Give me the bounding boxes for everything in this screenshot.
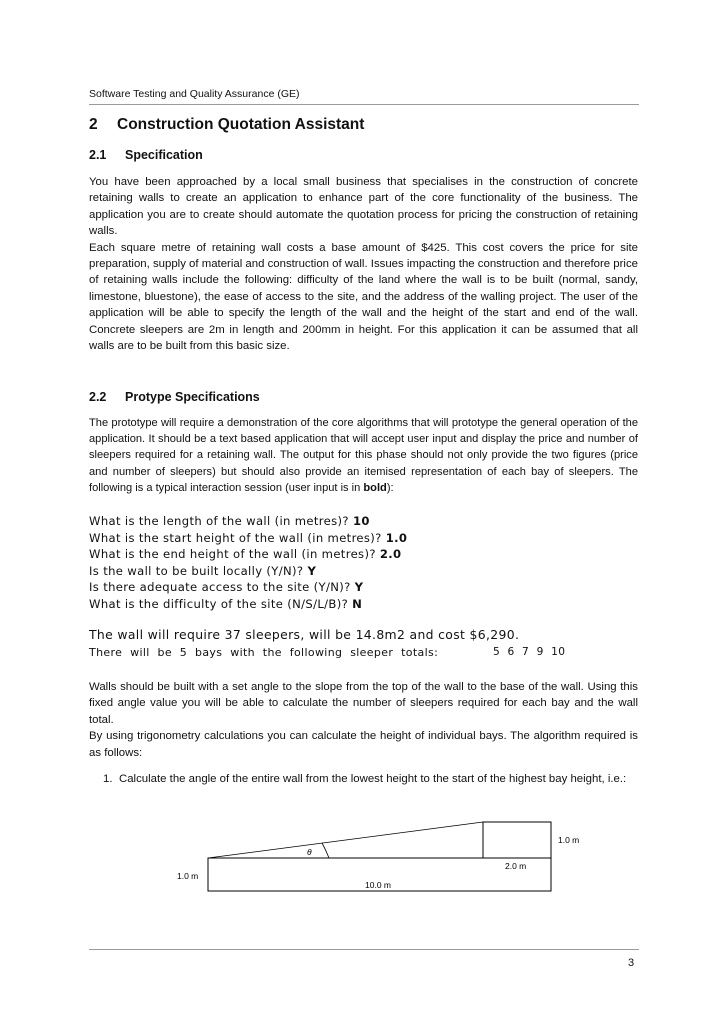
list-item-text: Calculate the angle of the entire wall from the lowest height to the start of the highest bay height, i.e.: — [119, 773, 627, 785]
subsection-title: Protype Specifications — [125, 390, 260, 404]
interaction-line: Is there adequate access to the site (Y/N)? Y — [89, 580, 364, 595]
interaction-line: What is the length of the wall (in metres)? 10 — [89, 514, 370, 528]
left-height-label: 1.0 m — [177, 871, 199, 881]
result-line-1: The wall will require 37 sleepers, will be 14.8m2 and cost $6,290. — [89, 627, 520, 642]
length-label: 10.0 m — [365, 880, 391, 890]
section-title: Construction Quotation Assistant — [117, 116, 365, 133]
right-height-label: 1.0 m — [558, 835, 580, 845]
subsection-number: 2.1 — [89, 148, 107, 162]
paragraph: The prototype will require a demonstration of the core algorithms that will prototype the general operation of the application. It should be a text based application that will accept user input and display the price and number of sleepers required for a retaining wall. The output for this phase should not only provide the two figures (price and number of sleepers) but should also provide an itemised representation of each bay of sleepers. The following is a typical interaction session (user input is in bold): — [89, 417, 638, 494]
bay-width-label: 2.0 m — [505, 861, 527, 871]
highest-bay-rect — [483, 822, 551, 858]
paragraph: By using trigonometry calculations you can calculate the height of individual bays. The algorithm required is as follows: — [89, 730, 638, 759]
theta-arc — [322, 843, 329, 858]
running-header: Software Testing and Quality Assurance (GE) — [89, 88, 639, 105]
sleeper-totals: 5 6 7 9 10 — [493, 646, 566, 658]
paragraph: Walls should be built with a set angle to the slope from the top of the wall to the base of the wall. Using this fixed angle value you will be able to calculate the number of sleepers required for each bay and the wall total. — [89, 681, 638, 726]
paragraph: You have been approached by a local small business that specialises in the construction of concrete retaining walls to create an application to enhance part of the core functionality of the business. The application you are to create should automate the quotation process for pricing the construction of retaining walls. — [89, 176, 638, 238]
result-line-2: There will be 5 bays with the following sleeper totals: 5 6 7 9 10 — [89, 646, 566, 659]
paragraph: Each square metre of retaining wall costs a base amount of $425. This cost covers the price for site preparation, supply of material and construction of wall. Issues impacting the construction and therefore price of retaining walls include the following: difficulty of the land where the wall is to be built (normal, sandy, limestone, bluestone), the ease of access to the site, and the address of the walling project. The user of the application will be able to specify the length of the wall and the height of the start and end of the wall. Concrete sleepers are 2m in length and 200mm in height. For this application it can be assumed that all walls are to be built from this basic size. — [89, 241, 638, 353]
page-number: 3 — [628, 957, 635, 969]
subsection-number: 2.2 — [89, 390, 107, 404]
footer-rule — [89, 949, 639, 950]
slope-line — [208, 822, 483, 858]
theta-label: θ — [307, 847, 312, 857]
list-marker: 1. — [103, 773, 113, 785]
interaction-line: What is the end height of the wall (in metres)? 2.0 — [89, 547, 402, 562]
bold-word: bold — [363, 481, 387, 494]
interaction-line: What is the difficulty of the site (N/S/L/B)? N — [89, 596, 363, 611]
interaction-line: Is the wall to be built locally (Y/N)? Y — [89, 563, 317, 578]
interaction-line: What is the start height of the wall (in metres)? 1.0 — [89, 530, 408, 545]
subsection-title: Specification — [125, 148, 203, 162]
section-number: 2 — [89, 116, 98, 133]
